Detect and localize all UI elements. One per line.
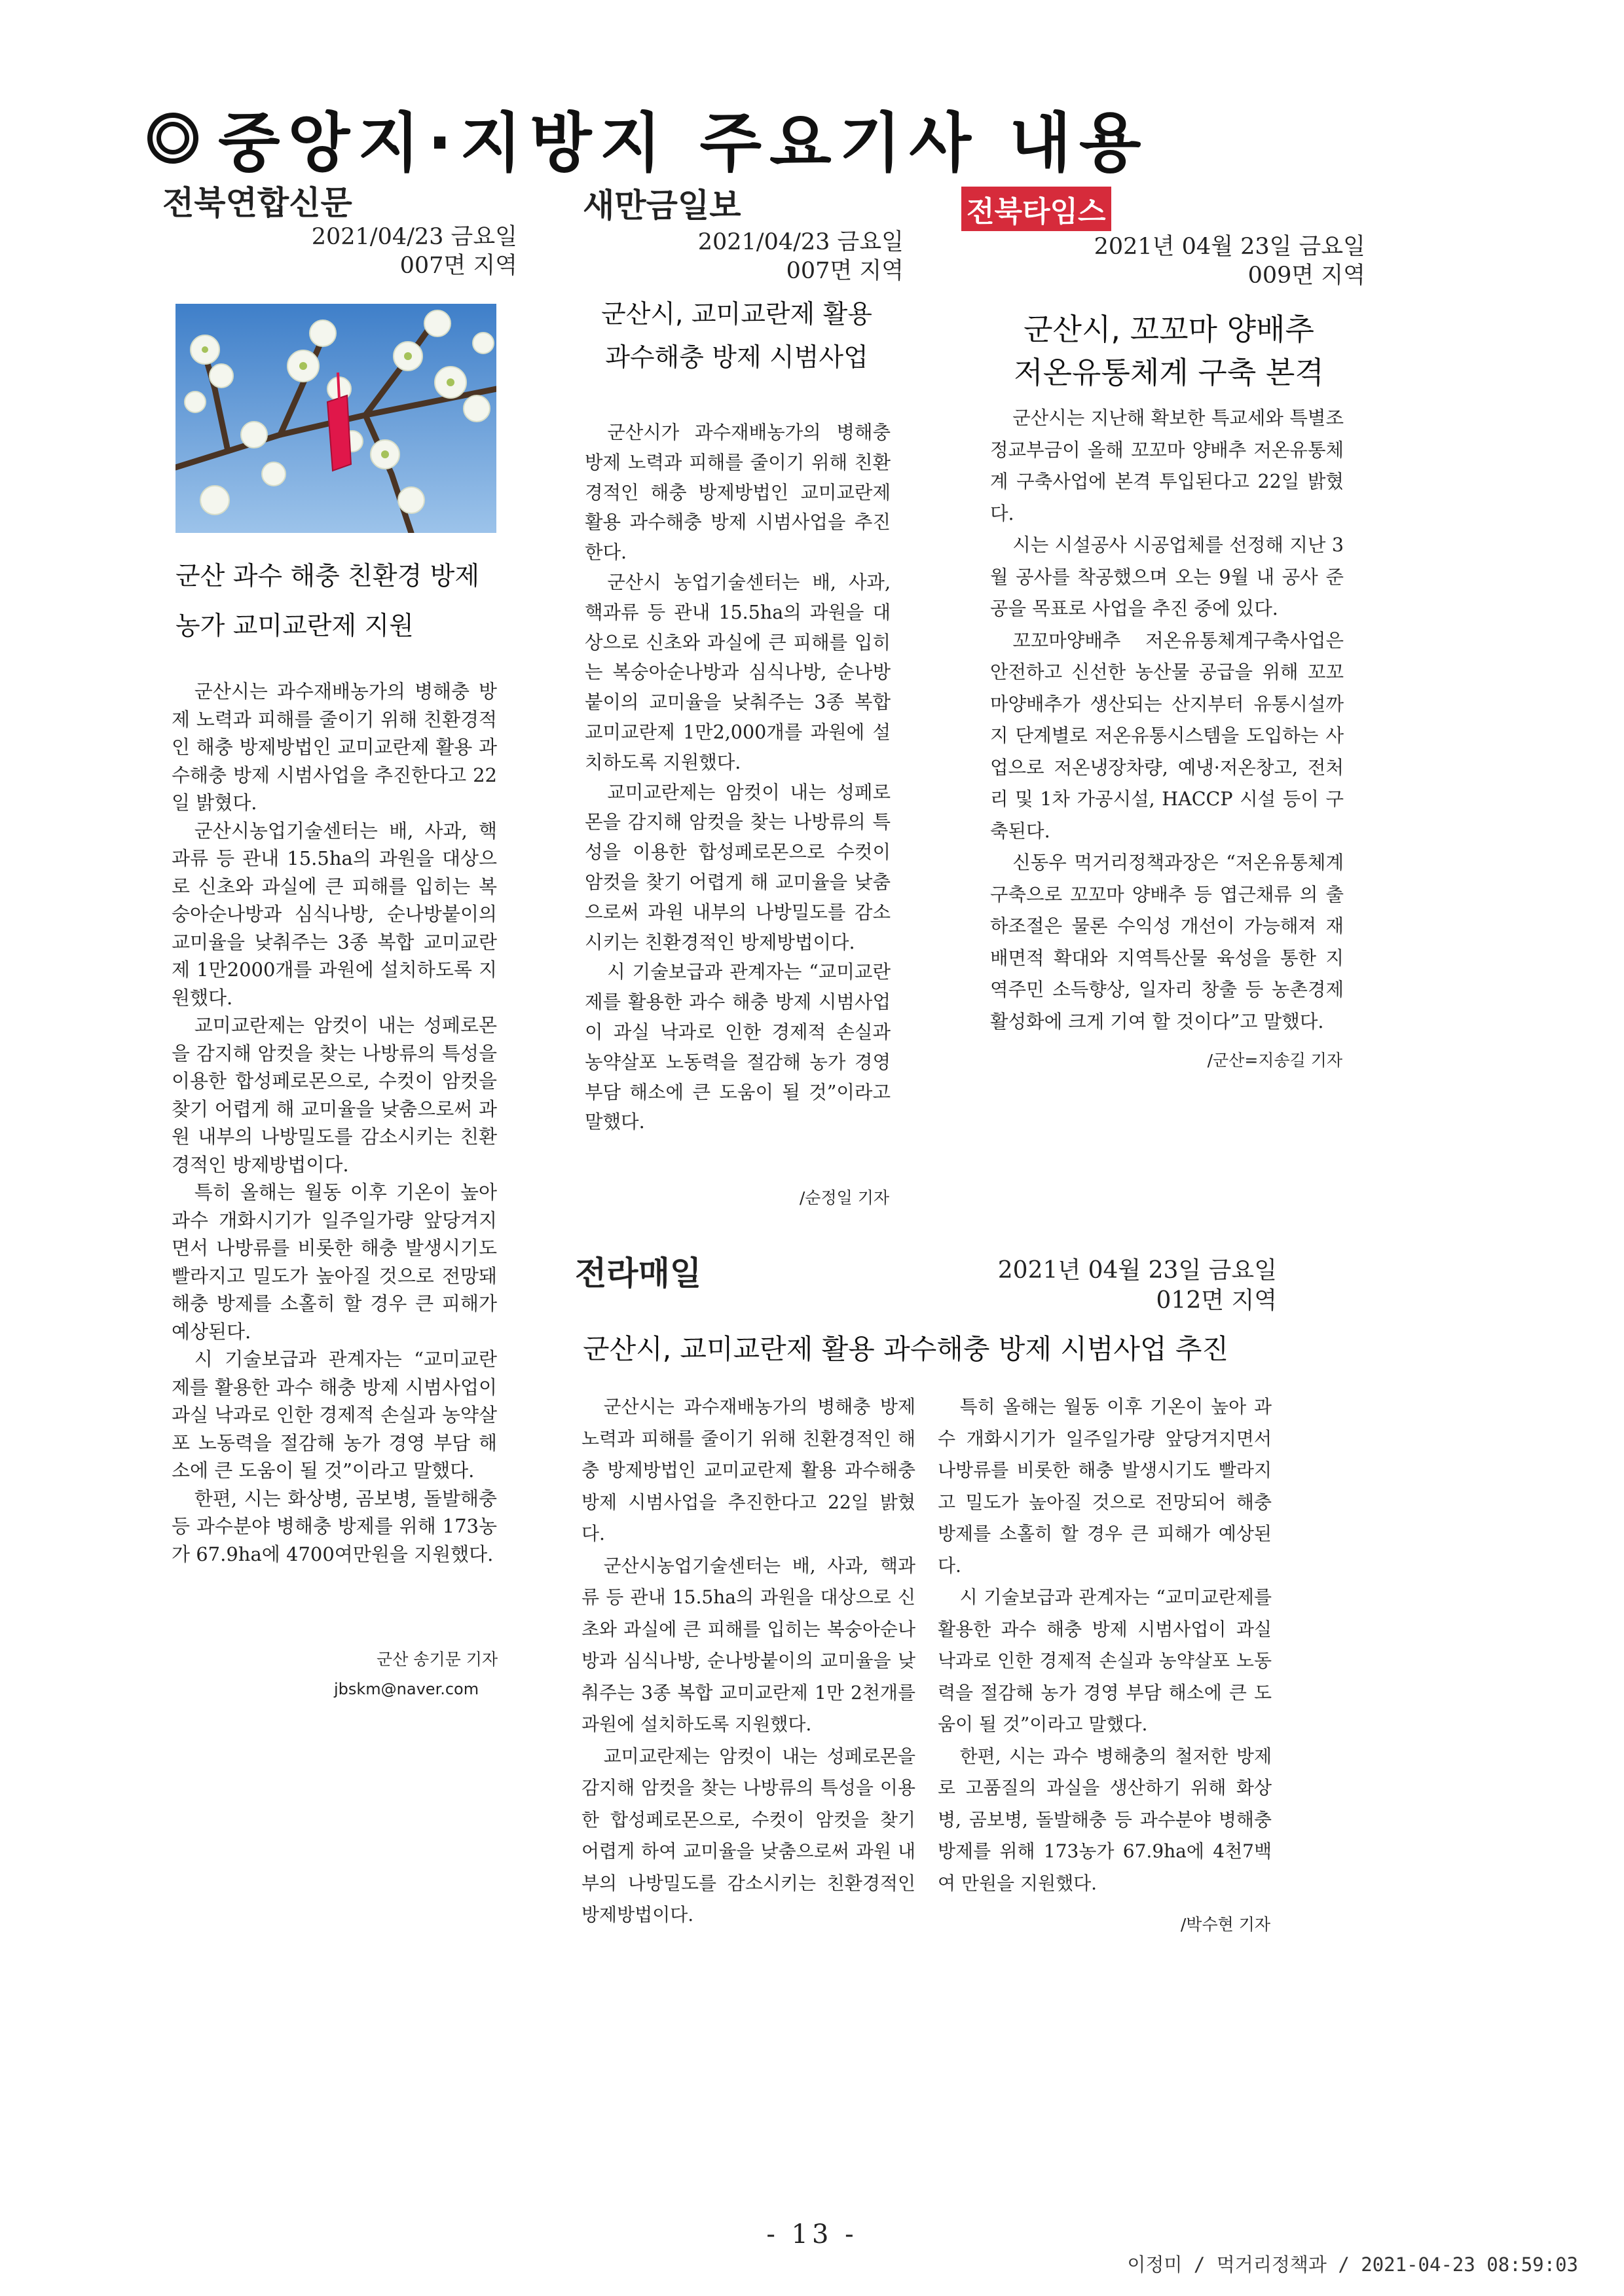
article-4-paragraph: 군산시는 과수재배농가의 병해충 방제 노력과 피해를 줄이기 위해 친환경적인 해충 방제방법인 교미교란제 활용 과수해충 방제 시범사업을 추진한다고 22일 밝혔다.: [581, 1396, 915, 1544]
pear-blossom-photo: [175, 304, 496, 533]
article-4-paragraph: 시 기술보급과 관계자는 “교미교란제를 활용한 과수 해충 방제 시범사업이 과실 낙과로 인한 경제적 손실과 농약살포 노동력을 절감해 농가 경영 부담 해소에 큰 도움이 될 것”이라고 말했다.: [938, 1586, 1272, 1735]
article-1-headline-line2: 농가 교미교란제 지원: [175, 611, 414, 641]
article-3-paragraph: 꼬꼬마양배추 저온유통체계구축사업은 안전하고 신선한 농산물 공급을 위해 꼬꼬마양배추가 생산되는 산지부터 유통시설까지 단계별로 저온유통시스템을 도입하는 사업으로 저온냉장차량, 예냉·저온창고, 전처리 및 1차 가공시설, HACCP 시설 등이 구축된다.: [990, 629, 1344, 842]
article-3-body: [990, 403, 1344, 1038]
page-title-text: 중앙지·지방지 주요기사 내용: [218, 106, 1149, 181]
article-2-paragraph: 군산시가 과수재배농가의 병해충 방제 노력과 피해를 줄이기 위해 친환경적인 해충 방제방법인 교미교란제 활용 과수해충 방제 시범사업을 추진한다.: [585, 422, 891, 564]
masthead-jeonbuk-times: 전북타임스: [961, 187, 1111, 231]
article-1-byline: 군산 송기문 기자: [377, 1650, 498, 1669]
article-3-headline-line1: 군산시, 꼬꼬마 양배추: [1024, 312, 1314, 347]
article-2-headline: [576, 295, 897, 378]
article-2-paragraph: 시 기술보급과 관계자는 “교미교란제를 활용한 과수 해충 방제 시범사업이 과실 낙과로 인한 경제적 손실과 농약살포 노동력을 절감해 농가 경영 부담 해소에 큰 도움이 될 것”이라고 말했다.: [585, 961, 891, 1133]
article-2-paragraph: 군산시 농업기술센터는 배, 사과, 핵과류 등 관내 15.5ha의 과원을 대상으로 신초와 과실에 큰 피해를 입히는 복숭아순나방과 심식나방, 순나방붙이의 교미율을 낮춰주는 3종 복합 교미교란제 1만2,000개를 과원에 설치하도록 지원했다.: [585, 571, 891, 773]
article-4-paragraph: 한편, 시는 과수 병해충의 철저한 방제로 고품질의 과실을 생산하기 위해 화상병, 곰보병, 돌발해충 등 과수분야 병해충 방제를 위해 173농가 67.9ha에 4천7백여 만원을 지원했다.: [938, 1745, 1272, 1894]
article-4-paragraph: 군산시농업기술센터는 배, 사과, 핵과류 등 관내 15.5ha의 과원을 대상으로 신초와 과실에 큰 피해를 입히는 복숭아순나방과 심식나방, 순나방붙이의 교미율을 낮춰주는 3종 복합 교미교란제 1만 2천개를 과원에 설치하도록 지원했다.: [581, 1554, 915, 1735]
article-1-dateline: [262, 223, 517, 280]
article-2-body: [585, 418, 891, 1137]
article-4-page: 012면 지역: [1156, 1287, 1277, 1314]
article-1-date: 2021/04/23 금요일: [311, 224, 517, 250]
article-2-headline-line2: 과수해충 방제 시범사업: [605, 343, 868, 373]
article-3-page: 009면 지역: [1247, 263, 1365, 289]
article-3-date: 2021년 04월 23일 금요일: [1094, 234, 1365, 260]
article-3-paragraph: 신동우 먹거리정책과장은 “저온유통체계 구축으로 꼬꼬마 양배추 등 엽근채류 의 출하조절은 물론 수익성 개선이 가능해져 재배면적 확대와 지역특산물 육성을 통한 지역주민 소득향상, 일자리 창출 등 농촌경제 활성화에 크게 기여 할 것이다”고 말했다.: [990, 852, 1344, 1032]
article-4-body-left: [581, 1391, 915, 1931]
article-1-email: jbskm@naver.com: [334, 1680, 479, 1698]
article-4-paragraph: 특히 올해는 월동 이후 기온이 높아 과수 개화시기가 일주일가량 앞당겨지면서 나방류를 비롯한 해충 발생시기도 빨라지고 밀도가 높아질 것으로 전망되어 해충 방제를 소홀히 할 경우 큰 피해가 예상된다.: [938, 1396, 1272, 1576]
article-4-paragraph: 교미교란제는 암컷이 내는 성페로몬을 감지해 암컷을 찾는 나방류의 특성을 이용한 합성페로몬으로, 수컷이 암컷을 찾기 어렵게 하여 교미율을 낮춤으로써 과원 내부의 나방밀도를 감소시키는 친환경적인 방제방법이다.: [581, 1745, 915, 1925]
article-1-page: 007면 지역: [399, 253, 517, 279]
article-4-byline: /박수현 기자: [1180, 1915, 1270, 1934]
article-1-paragraph: 특히 올해는 월동 이후 기온이 높아 과수 개화시기가 일주일가량 앞당겨지면서 나방류를 비롯한 해충 발생시기도 빨라지고 밀도가 높아질 것으로 전망돼 해충 방제를 소홀히 할 경우 큰 피해가 예상된다.: [172, 1181, 497, 1343]
article-1-paragraph: 시 기술보급과 관계자는 “교미교란제를 활용한 과수 해충 방제 시범사업이 과실 낙과로 인한 경제적 손실과 농약살포 노동력을 절감해 농가 경영 부담 해소에 큰 도움이 될 것”이라고 말했다.: [172, 1348, 497, 1482]
masthead-jeonla-maeil: 전라매일: [575, 1254, 702, 1292]
pear-blossom-image: [175, 304, 496, 533]
article-2-dateline: [648, 228, 904, 285]
article-1-headline-line1: 군산 과수 해충 친환경 방제: [175, 562, 480, 591]
article-2-paragraph: 교미교란제는 암컷이 내는 성페로몬을 감지해 암컷을 찾는 나방류의 특성을 이용한 합성페로몬으로 수컷이 암컷을 찾기 어렵게 해 교미율을 낮춤으로써 과원 내부의 나방밀도를 감소시키는 친환경적인 방제방법이다.: [585, 781, 891, 953]
article-3-headline-line2: 저온유통체계 구축 본격: [1014, 355, 1324, 390]
target-circle-icon: [147, 113, 198, 164]
article-3-dateline: [982, 232, 1365, 290]
article-1-headline: [175, 556, 503, 647]
article-2-page: 007면 지역: [786, 258, 904, 284]
article-4-date: 2021년 04월 23일 금요일: [997, 1257, 1277, 1284]
article-3-headline: [989, 308, 1349, 394]
article-2-headline-line1: 군산시, 교미교란제 활용: [601, 300, 872, 329]
page-title: [147, 92, 1149, 184]
article-1-paragraph: 한편, 시는 화상병, 곰보병, 돌발해충 등 과수분야 병해충 방제를 위해 173농가 67.9ha에 4700여만원을 지원했다.: [172, 1487, 497, 1565]
article-3-paragraph: 군산시는 지난해 확보한 특교세와 특별조정교부금이 올해 꼬꼬마 양배추 저온유통체계 구축사업에 본격 투입된다고 22일 밝혔다.: [990, 407, 1344, 524]
article-4-body-right: [938, 1391, 1272, 1899]
masthead-saemangeum: 새만금일보: [583, 187, 741, 225]
article-4-headline: 군산시, 교미교란제 활용 과수해충 방제 시범사업 추진: [583, 1333, 1229, 1365]
article-2-date: 2021/04/23 금요일: [697, 229, 904, 255]
article-1-paragraph: 군산시농업기술센터는 배, 사과, 핵과류 등 관내 15.5ha의 과원을 대상으로 신초와 과실에 큰 피해를 입히는 복숭아순나방과 심식나방, 순나방붙이의 교미율을 낮춰주는 3종 복합 교미교란제 1만2000개를 과원에 설치하도록 지원했다.: [172, 819, 497, 1009]
article-3-byline: /군산=지송길 기자: [1207, 1051, 1342, 1070]
article-3-paragraph: 시는 시설공사 시공업체를 선정해 지난 3월 공사를 착공했으며 오는 9월 내 공사 준공을 목표로 사업을 추진 중에 있다.: [990, 534, 1344, 619]
article-1-body: [172, 678, 497, 1568]
footer-print-stamp: 이정미 / 먹거리정책과 / 2021-04-23 08:59:03: [1127, 2253, 1578, 2276]
page-number: - 13 -: [766, 2219, 858, 2250]
article-1-paragraph: 교미교란제는 암컷이 내는 성페로몬을 감지해 암컷을 찾는 나방류의 특성을 이용한 합성페로몬으로, 수컷이 암컷을 찾기 어렵게 해 교미율을 낮춤으로써 과원 내부의 나방밀도를 감소시키는 친환경적인 방제방법이다.: [172, 1014, 497, 1176]
masthead-jeonbuk-yeonhap: 전북연합신문: [162, 184, 352, 222]
article-1-paragraph: 군산시는 과수재배농가의 병해충 방제 노력과 피해를 줄이기 위해 친환경적인 해충 방제방법인 교미교란제 활용 과수해충 방제 시범사업을 추진한다고 22일 밝혔다.: [172, 680, 497, 814]
article-2-byline: /순정일 기자: [799, 1188, 889, 1207]
article-4-dateline: [884, 1256, 1277, 1316]
